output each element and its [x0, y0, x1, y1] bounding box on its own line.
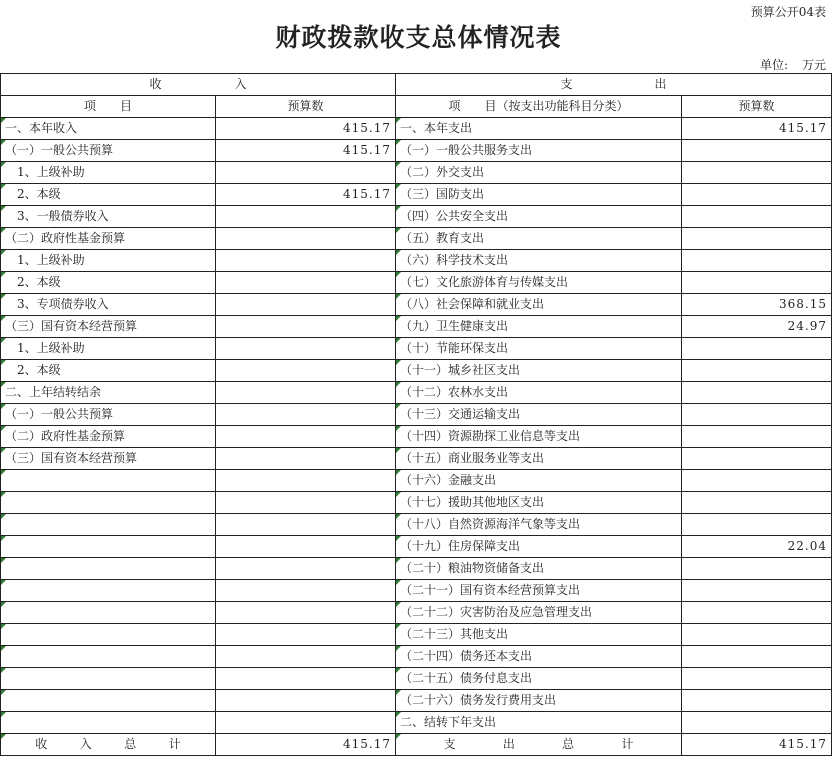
- table-row: [1, 382, 832, 404]
- expense-amount-cell: [682, 338, 832, 360]
- table-row: [1, 624, 832, 646]
- income-item-cell: [1, 668, 216, 690]
- income-amount-cell: [216, 206, 396, 228]
- expense-item-cell: （十二）农林水支出: [396, 382, 682, 404]
- total-row: [1, 734, 832, 756]
- budget-table: [0, 73, 832, 756]
- income-item-cell: [1, 536, 216, 558]
- income-amount-cell: [216, 624, 396, 646]
- expense-amount-cell: [682, 514, 832, 536]
- table-row: [1, 580, 832, 602]
- expense-amount-cell: 415.17: [682, 118, 832, 140]
- income-item-cell: [1, 624, 216, 646]
- table-row: [1, 316, 832, 338]
- expense-item-cell: （四）公共安全支出: [396, 206, 682, 228]
- expense-amount-cell: [682, 448, 832, 470]
- expense-amount-cell: [682, 184, 832, 206]
- table-row: [1, 228, 832, 250]
- expense-amount-cell: 368.15: [682, 294, 832, 316]
- column-header-row: [1, 96, 832, 118]
- income-item-cell: 2、本级: [1, 360, 216, 382]
- group-header-row: [1, 74, 832, 96]
- table-row: [1, 448, 832, 470]
- income-amount-cell: [216, 360, 396, 382]
- expense-item-header: 项 目（按支出功能科目分类）: [396, 96, 682, 118]
- income-item-cell: [1, 602, 216, 624]
- expense-item-cell: （二十）粮油物资储备支出: [396, 558, 682, 580]
- table-row: [1, 404, 832, 426]
- total-section: [1, 734, 832, 756]
- income-item-cell: [1, 514, 216, 536]
- expense-item-cell: 二、结转下年支出: [396, 712, 682, 734]
- table-row: [1, 492, 832, 514]
- income-amount-cell: [216, 228, 396, 250]
- expense-amount-cell: [682, 470, 832, 492]
- income-item-cell: （一）一般公共预算: [1, 404, 216, 426]
- table-row: [1, 558, 832, 580]
- income-amount-cell: [216, 470, 396, 492]
- expense-item-cell: （十一）城乡社区支出: [396, 360, 682, 382]
- expense-item-cell: （三）国防支出: [396, 184, 682, 206]
- table-row: [1, 690, 832, 712]
- table-row: [1, 602, 832, 624]
- income-amount-cell: 415.17: [216, 140, 396, 162]
- table-row: [1, 118, 832, 140]
- income-amount-cell: [216, 536, 396, 558]
- income-amount-cell: [216, 492, 396, 514]
- table-row: [1, 712, 832, 734]
- income-item-cell: [1, 580, 216, 602]
- income-amount-cell: [216, 602, 396, 624]
- income-amount-cell: [216, 646, 396, 668]
- expense-amount-cell: [682, 492, 832, 514]
- expense-amount-cell: [682, 162, 832, 184]
- income-item-cell: [1, 690, 216, 712]
- income-item-cell: [1, 712, 216, 734]
- expense-item-cell: （六）科学技术支出: [396, 250, 682, 272]
- income-group-header: 收 入: [1, 74, 396, 96]
- income-amount-cell: [216, 514, 396, 536]
- expense-item-cell: （十六）金融支出: [396, 470, 682, 492]
- income-item-cell: 3、一般债券收入: [1, 206, 216, 228]
- expense-total-amount: 415.17: [682, 734, 832, 756]
- income-amount-cell: [216, 272, 396, 294]
- expense-amount-cell: [682, 360, 832, 382]
- expense-item-cell: （二十六）债务发行费用支出: [396, 690, 682, 712]
- income-item-cell: 1、上级补助: [1, 338, 216, 360]
- expense-item-cell: （十）节能环保支出: [396, 338, 682, 360]
- expense-amount-cell: [682, 382, 832, 404]
- income-amount-cell: [216, 250, 396, 272]
- table-row: [1, 470, 832, 492]
- expense-amount-cell: [682, 646, 832, 668]
- income-item-cell: [1, 646, 216, 668]
- expense-amount-cell: [682, 228, 832, 250]
- income-amount-cell: [216, 712, 396, 734]
- expense-item-cell: （十五）商业服务业等支出: [396, 448, 682, 470]
- expense-amount-cell: [682, 140, 832, 162]
- table-row: [1, 426, 832, 448]
- table-row: [1, 140, 832, 162]
- expense-amount-cell: [682, 624, 832, 646]
- expense-amount-header: 预算数: [682, 96, 832, 118]
- table-row: [1, 536, 832, 558]
- income-amount-cell: [216, 316, 396, 338]
- table-row: [1, 646, 832, 668]
- expense-amount-cell: [682, 712, 832, 734]
- expense-item-cell: （十三）交通运输支出: [396, 404, 682, 426]
- expense-amount-cell: [682, 690, 832, 712]
- table-body: [1, 74, 832, 734]
- expense-group-header: 支 出: [396, 74, 832, 96]
- expense-amount-cell: [682, 602, 832, 624]
- income-item-cell: （二）政府性基金预算: [1, 426, 216, 448]
- income-total-amount: 415.17: [216, 734, 396, 756]
- income-amount-cell: [216, 558, 396, 580]
- income-amount-cell: [216, 338, 396, 360]
- expense-item-cell: （十八）自然资源海洋气象等支出: [396, 514, 682, 536]
- income-item-cell: 3、专项债券收入: [1, 294, 216, 316]
- income-amount-cell: [216, 162, 396, 184]
- income-item-cell: 二、上年结转结余: [1, 382, 216, 404]
- table-row: [1, 338, 832, 360]
- income-amount-cell: 415.17: [216, 118, 396, 140]
- expense-amount-cell: 22.04: [682, 536, 832, 558]
- income-item-cell: 2、本级: [1, 272, 216, 294]
- expense-amount-cell: 24.97: [682, 316, 832, 338]
- income-amount-cell: [216, 382, 396, 404]
- income-amount-cell: [216, 690, 396, 712]
- expense-item-cell: （一）一般公共服务支出: [396, 140, 682, 162]
- expense-item-cell: （二十四）债务还本支出: [396, 646, 682, 668]
- income-amount-cell: [216, 426, 396, 448]
- expense-item-cell: （二十一）国有资本经营预算支出: [396, 580, 682, 602]
- income-item-cell: 1、上级补助: [1, 162, 216, 184]
- table-row: [1, 514, 832, 536]
- expense-item-cell: （十七）援助其他地区支出: [396, 492, 682, 514]
- table-row: [1, 184, 832, 206]
- income-amount-cell: [216, 404, 396, 426]
- expense-item-cell: （二）外交支出: [396, 162, 682, 184]
- expense-item-cell: （二十三）其他支出: [396, 624, 682, 646]
- unit-label: 单位:: [759, 58, 788, 72]
- table-row: [1, 294, 832, 316]
- income-item-cell: （三）国有资本经营预算: [1, 448, 216, 470]
- table-row: [1, 668, 832, 690]
- unit-info: [760, 56, 826, 73]
- expense-amount-cell: [682, 404, 832, 426]
- table-row: [1, 162, 832, 184]
- table-row: [1, 206, 832, 228]
- income-item-cell: （三）国有资本经营预算: [1, 316, 216, 338]
- expense-amount-cell: [682, 272, 832, 294]
- expense-amount-cell: [682, 426, 832, 448]
- income-item-cell: 一、本年收入: [1, 118, 216, 140]
- expense-item-cell: （十九）住房保障支出: [396, 536, 682, 558]
- table-row: [1, 360, 832, 382]
- income-item-cell: [1, 470, 216, 492]
- expense-total-label: 支 出 总 计: [396, 734, 682, 756]
- table-row: [1, 272, 832, 294]
- expense-amount-cell: [682, 250, 832, 272]
- income-total-label: 收 入 总 计: [1, 734, 216, 756]
- form-code: 预算公开04表: [750, 5, 826, 19]
- expense-amount-cell: [682, 668, 832, 690]
- expense-item-cell: （九）卫生健康支出: [396, 316, 682, 338]
- income-amount-header: 预算数: [216, 96, 396, 118]
- expense-item-cell: （八）社会保障和就业支出: [396, 294, 682, 316]
- expense-item-cell: 一、本年支出: [396, 118, 682, 140]
- page-title: 财政拨款收支总体情况表: [275, 23, 562, 52]
- income-item-cell: （二）政府性基金预算: [1, 228, 216, 250]
- expense-amount-cell: [682, 206, 832, 228]
- expense-item-cell: （七）文化旅游体育与传媒支出: [396, 272, 682, 294]
- table-row: [1, 250, 832, 272]
- expense-item-cell: （二十二）灾害防治及应急管理支出: [396, 602, 682, 624]
- income-item-cell: 1、上级补助: [1, 250, 216, 272]
- income-amount-cell: [216, 448, 396, 470]
- income-amount-cell: 415.17: [216, 184, 396, 206]
- income-item-cell: [1, 558, 216, 580]
- income-item-header: 项 目: [1, 96, 216, 118]
- expense-item-cell: （十四）资源勘探工业信息等支出: [396, 426, 682, 448]
- expense-item-cell: （二十五）债务付息支出: [396, 668, 682, 690]
- income-item-cell: [1, 492, 216, 514]
- income-amount-cell: [216, 668, 396, 690]
- income-amount-cell: [216, 294, 396, 316]
- expense-item-cell: （五）教育支出: [396, 228, 682, 250]
- income-item-cell: （一）一般公共预算: [1, 140, 216, 162]
- expense-amount-cell: [682, 580, 832, 602]
- expense-amount-cell: [682, 558, 832, 580]
- income-item-cell: 2、本级: [1, 184, 216, 206]
- unit-value: 万元: [801, 58, 826, 72]
- income-amount-cell: [216, 580, 396, 602]
